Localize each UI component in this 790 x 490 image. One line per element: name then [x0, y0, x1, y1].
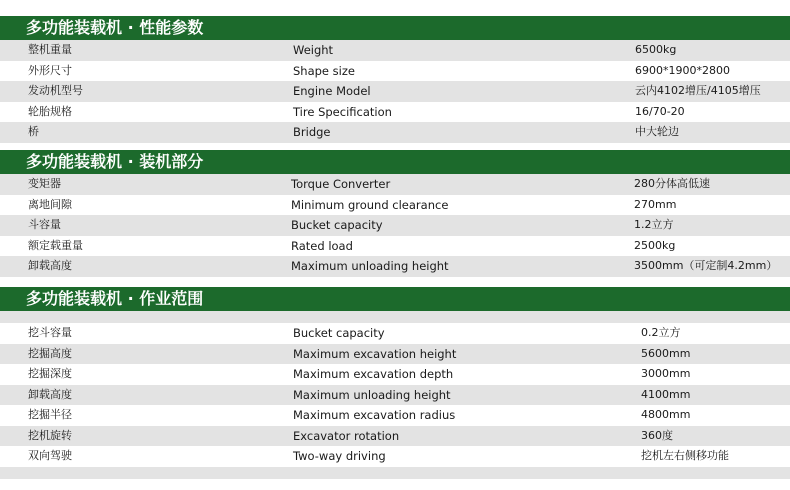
- table-row: [0, 426, 790, 447]
- param-name-en: Torque Converter: [291, 177, 391, 191]
- table-row: [0, 323, 790, 344]
- param-name-cn: 外形尺寸: [28, 63, 72, 77]
- table-row: [0, 405, 790, 426]
- param-name-en: Maximum unloading height: [293, 387, 451, 402]
- param-value: 2500kg: [634, 238, 676, 252]
- param-name-en: Excavator rotation: [293, 428, 400, 443]
- param-name-en: Engine Model: [293, 84, 371, 98]
- param-value: 6900*1900*2800: [635, 63, 730, 77]
- param-value: 挖机左右侧移功能: [641, 449, 729, 462]
- param-value: 5600mm: [641, 346, 691, 360]
- table-row: [0, 446, 790, 467]
- table-row: [0, 364, 790, 385]
- param-value: 16/70-20: [635, 104, 685, 118]
- param-name-cn: 桥: [28, 125, 39, 138]
- table-row: [0, 236, 790, 257]
- param-name-en: Bridge: [293, 125, 331, 139]
- param-name-cn: 轮胎规格: [28, 104, 72, 118]
- table-row: [0, 344, 790, 365]
- section-header-working-range: 多功能装载机 · 作业范围: [0, 287, 790, 311]
- param-name-cn: 发动机型号: [28, 84, 83, 97]
- section-loader: [0, 150, 790, 277]
- table-row: [0, 195, 790, 216]
- param-value: 280分体高低速: [634, 177, 710, 190]
- param-name-en: Shape size: [293, 63, 355, 78]
- param-name-cn: 额定载重量: [28, 238, 83, 252]
- param-name-cn: 整机重量: [28, 43, 72, 56]
- param-name-en: Weight: [293, 43, 334, 57]
- param-value: 270mm: [634, 197, 677, 211]
- param-name-en: Maximum excavation height: [293, 346, 457, 361]
- param-value: 4100mm: [641, 387, 691, 401]
- param-name-cn: 离地间隙: [28, 197, 72, 211]
- param-name-en: Maximum excavation depth: [293, 367, 454, 381]
- table-row: [0, 174, 790, 195]
- param-name-en: Bucket capacity: [291, 218, 383, 232]
- param-value: 6500kg: [635, 43, 677, 56]
- table-row: [0, 385, 790, 406]
- param-name-en: Minimum ground clearance: [291, 197, 449, 212]
- section-header-loader: 多功能装载机 · 装机部分: [0, 150, 790, 174]
- param-name-cn: 双向驾驶: [28, 449, 72, 462]
- param-value: 3000mm: [641, 367, 691, 380]
- param-name-en: Tire Specification: [293, 104, 392, 119]
- row-spacer: [0, 467, 790, 479]
- param-value: 1.2立方: [634, 218, 674, 231]
- section-performance: [0, 16, 790, 143]
- param-value: 中大轮边: [635, 125, 679, 138]
- table-row: [0, 61, 790, 82]
- param-value: 360度: [641, 428, 673, 442]
- table-row: [0, 215, 790, 236]
- table-row: [0, 40, 790, 61]
- param-name-cn: 卸载高度: [28, 259, 72, 272]
- param-name-cn: 挖机旋转: [28, 428, 72, 442]
- section-working-range: [0, 287, 790, 479]
- param-name-cn: 挖掘深度: [28, 367, 72, 380]
- table-row: [0, 81, 790, 102]
- table-row: [0, 102, 790, 123]
- table-row: [0, 122, 790, 143]
- param-name-en: Maximum unloading height: [291, 259, 449, 273]
- param-name-cn: 斗容量: [28, 218, 61, 231]
- param-name-en: Maximum excavation radius: [293, 408, 456, 422]
- table-row: [0, 256, 790, 277]
- param-value: 云内4102增压/4105增压: [635, 84, 761, 97]
- param-name-en: Rated load: [291, 238, 353, 253]
- row-spacer: [0, 311, 790, 323]
- param-value: 3500mm（可定制4.2mm）: [634, 259, 778, 272]
- param-name-en: Two-way driving: [293, 449, 386, 463]
- param-name-cn: 卸载高度: [28, 387, 72, 401]
- param-name-cn: 变矩器: [28, 177, 61, 190]
- param-value: 0.2立方: [641, 326, 681, 339]
- param-name-cn: 挖掘半径: [28, 408, 72, 421]
- param-name-en: Bucket capacity: [293, 326, 385, 340]
- param-name-cn: 挖斗容量: [28, 326, 72, 339]
- section-header-performance: 多功能装载机 · 性能参数: [0, 16, 790, 40]
- param-value: 4800mm: [641, 408, 691, 421]
- param-name-cn: 挖掘高度: [28, 346, 72, 360]
